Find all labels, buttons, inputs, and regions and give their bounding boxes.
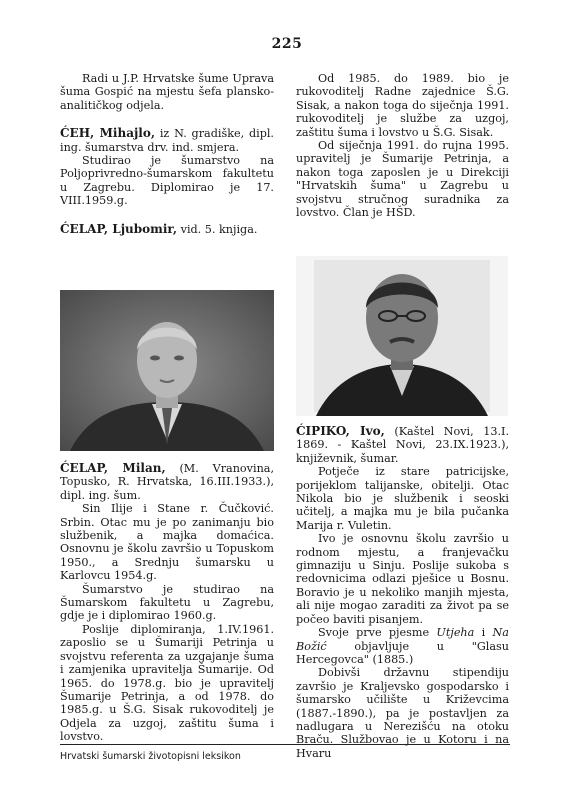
- paragraph: Dobivši državnu stipendiju završio je Kraljevsko gospodarsko i šumarsko učilište u Križevcima (1887.-1890.), pa je postavljen za nadlugara u Nerezišću na otoku Braču. Službovao je u Kotoru i na Hvaru: [296, 666, 509, 760]
- paragraph-poems: [296, 626, 509, 666]
- entry-info: vid. 5. knjiga.: [177, 222, 258, 236]
- entry-celap-ljubomir: [60, 223, 274, 236]
- paragraph: Šumarstvo je studirao na Šumarskom fakultetu u Zagrebu, gdje je i diplomirao 1960.g.: [60, 582, 274, 623]
- entry-name: ĆIPIKO, Ivo,: [296, 424, 385, 438]
- left-column: [60, 72, 274, 236]
- entry-info: (Kaštel Novi, 13.I. 1869. - Kaštel Novi, 23.IX.1923.), književnik, šumar.: [296, 425, 510, 465]
- entry-name: ĆELAP, Milan,: [60, 461, 166, 475]
- entry-info: iz N. gradiške, dipl. ing. šumarstva drv. ind. smjera.: [60, 127, 274, 154]
- page-number: 225: [271, 36, 303, 52]
- portrait-photo-cipiko-ivo: [296, 256, 508, 416]
- right-column: [296, 72, 509, 219]
- entry-cipiko-ivo: [296, 425, 509, 465]
- entry-info: (M. Vranovina, Topusko, R. Hrvatska, 16.III.1933.), dipl. ing. šum.: [60, 462, 275, 502]
- footer-title: Hrvatski šumarski životopisni leksikon: [60, 751, 241, 762]
- paragraph: Od 1985. do 1989. bio je rukovoditelj Radne zajednice Š.G. Sisak, a nakon toga do siječnja 1991. rukovoditelj je službe za uzgoj, zaštitu šuma i lovstvo u Š.G. Sisak.: [296, 72, 509, 139]
- entry-name: ĆEH, Mihajlo,: [60, 126, 156, 141]
- left-column-lower: [60, 462, 274, 744]
- paragraph: Potječe iz stare patricijske, porijeklom talijanske, obitelji. Otac Nikola bio je službenik i seoski učitelj, a majka mu je bila pučanka Marija r. Vuletin.: [296, 465, 509, 532]
- paragraph: Studirao je šumarstvo na Poljoprivredno-šumarskom fakultetu u Zagrebu. Diplomirao je 17. VIII.1959.g.: [60, 154, 274, 208]
- paragraph: Poslije diplomiranja, 1.IV.1961. zaposlio se u Šumariji Petrinja u svojstvu referenta za uzgajanje šuma i zamjenika upravitelja Šumarije. Od 1965. do 1978.g. bio je upravitelj Šumarije Petrinja, a od 1978. do 1985.g. u Š.G. Sisak rukovoditelj je Odjela za uzgoj, zaštitu šuma i lovstvo.: [60, 622, 274, 744]
- footer-divider: [60, 744, 510, 745]
- text-run: i: [474, 626, 493, 640]
- entry-name: ĆELAP, Ljubomir,: [60, 221, 178, 236]
- text-run: Svoje prve pjesme: [318, 626, 437, 640]
- poem-title: Na Božić: [296, 626, 509, 653]
- paragraph: Sin Ilije i Stane r. Čučković. Srbin. Otac mu je po zanimanju bio službenik, a majka domaćica. Osnovnu je školu završio u Topuskom 1950., a Srednju šumarsku u Karlovcu 1954.g.: [60, 502, 274, 583]
- text-run: objavljuje u "Glasu Hercegovca" (1885.): [296, 639, 509, 666]
- right-column-lower: [296, 425, 509, 760]
- portrait-photo-celap-milan: [60, 290, 274, 451]
- paragraph: Ivo je osnovnu školu završio u rodnom mjestu, a franjevačku gimnaziju u Sinju. Poslije sukoba s redovnicima odlazi pješice u Bosnu. Boravio je u nekoliko manjih mjesta, ali nije mogao zaraditi za život pa se počeo baviti pisanjem.: [296, 532, 509, 626]
- paragraph: Od siječnja 1991. do rujna 1995. upravitelj je Šumarije Petrinja, a nakon toga zaposlen je u Direkciji "Hrvatskih šuma" u Zagrebu u svojstvu stručnog suradnika za lovstvo. Član je HŠD.: [296, 139, 509, 220]
- poem-title: Utjeha: [436, 626, 475, 640]
- entry-ceh-mihajlo: [60, 127, 274, 154]
- paragraph: Radi u J.P. Hrvatske šume Uprava šuma Gospić na mjestu šefa plansko-analitičkog odjela.: [60, 72, 274, 112]
- entry-celap-milan: [60, 462, 274, 502]
